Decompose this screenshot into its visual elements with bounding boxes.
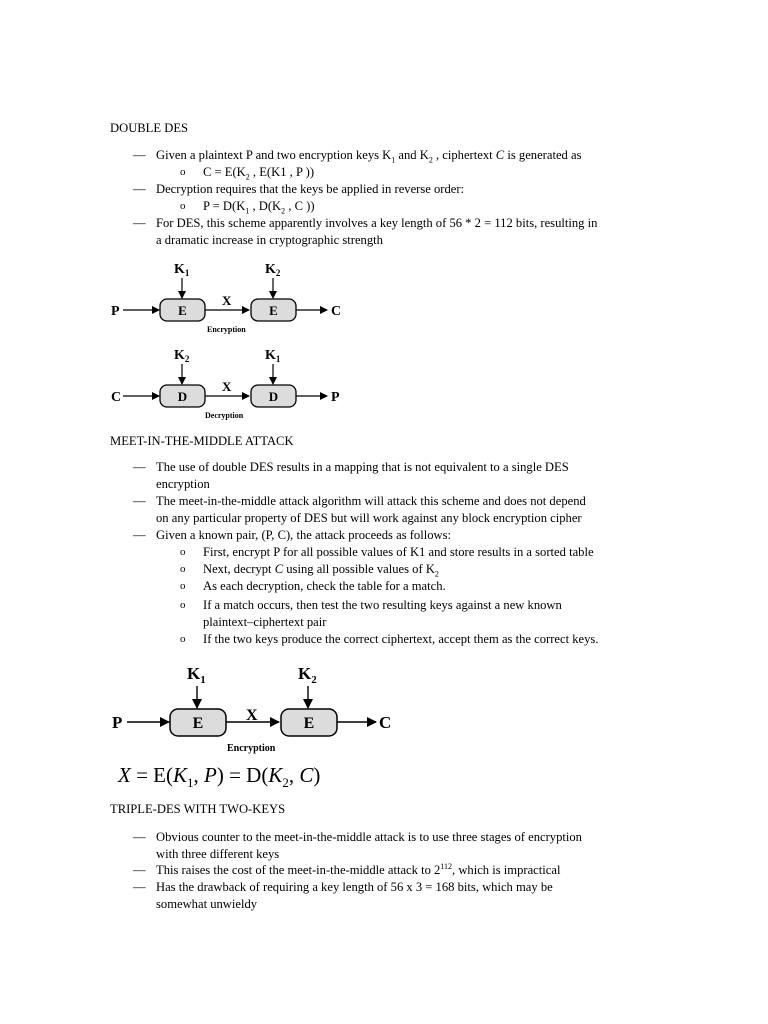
bullet-dash: —	[133, 863, 146, 877]
mitm-step-4-line-2: plaintext–ciphertext pair	[203, 615, 327, 629]
bullet-circle: o	[180, 166, 186, 178]
mitm-bullet-3: Given a known pair, (P, C), the attack proceeds as follows:	[156, 528, 452, 542]
mitm-step-1: First, encrypt P for all possible values of K1 and store results in a sorted table	[203, 545, 594, 559]
mitm-step-4-line-1: If a match occurs, then test the two resulting keys against a new known	[203, 598, 562, 612]
bullet-circle: o	[180, 599, 186, 611]
output-label: C	[379, 713, 392, 732]
key1-label: $K_1$	[187, 664, 206, 686]
mitm-bullet-1-line-1: The use of double DES results in a mapping that is not equivalent to a single DES	[156, 460, 569, 474]
diagram-caption: Decryption	[205, 411, 244, 420]
key1-label: $K_2$	[174, 348, 190, 364]
triple-des-bullet-3-line-2: somewhat unwieldy	[156, 897, 258, 911]
mitm-step-5: If the two keys produce the correct ciphertext, accept them as the correct keys.	[203, 632, 599, 646]
mitm-step-3: As each decryption, check the table for a match.	[203, 579, 446, 593]
decrypt-box-2-label: D	[268, 389, 279, 404]
bullet-circle: o	[180, 546, 186, 558]
bullet-dash: —	[133, 880, 146, 894]
encrypt-box-2-label: E	[303, 715, 315, 732]
bullet-dash: —	[133, 528, 146, 542]
key1-label: $K_1$	[174, 262, 190, 278]
section-title-triple-des: TRIPLE-DES WITH TWO-KEYS	[110, 802, 286, 816]
input-label: C	[111, 390, 122, 405]
input-label: P	[112, 713, 123, 732]
diagram-caption: Encryption	[207, 325, 246, 334]
key2-label: $K_1$	[265, 348, 281, 364]
double-des-bullet-2: Decryption requires that the keys be applied in reverse order:	[156, 182, 465, 196]
input-label: P	[111, 304, 120, 319]
triple-des-bullet-2: This raises the cost of the meet-in-the-middle attack to $2^{112}$, which is impractical	[156, 861, 561, 877]
triple-des-bullet-1-line-2: with three different keys	[156, 847, 280, 861]
double-des-encryption-diagram	[108, 256, 358, 338]
diagram-caption: Encryption	[227, 743, 276, 754]
section-title-mitm: MEET-IN-THE-MIDDLE ATTACK	[110, 434, 294, 448]
output-label: P	[331, 390, 340, 405]
bullet-circle: o	[180, 200, 186, 212]
double-des-bullet-1: Given a plaintext P and two encryption keys $K_1$ and $K_2$ , ciphertext C is generated as	[156, 148, 582, 165]
bullet-dash: —	[133, 216, 146, 230]
bullet-circle: o	[180, 563, 186, 575]
bullet-dash: —	[133, 830, 146, 844]
triple-des-bullet-1-line-1: Obvious counter to the meet-in-the-middle attack is to use three stages of encryption	[156, 830, 582, 844]
triple-des-bullet-3-line-1: Has the drawback of requiring a key length of 56 x 3 = 168 bits, which may be	[156, 880, 553, 894]
mitm-step-2: Next, decrypt C using all possible values of $K_2$	[203, 562, 439, 579]
section-title-double-des: DOUBLE DES	[110, 121, 189, 135]
encrypt-box-1-label: E	[178, 303, 187, 318]
bullet-dash: —	[133, 148, 146, 162]
output-label: C	[331, 304, 342, 319]
double-des-bullet-3-line-2: a dramatic increase in cryptographic strength	[156, 233, 383, 247]
mid-label: X	[246, 707, 258, 724]
double-des-decryption-diagram	[108, 342, 358, 424]
bullet-dash: —	[133, 182, 146, 196]
encrypt-box-1-label: E	[192, 715, 204, 732]
bullet-dash: —	[133, 494, 146, 508]
encrypt-box-2-label: E	[269, 303, 278, 318]
key2-label: $K_2$	[298, 664, 317, 686]
mid-label: X	[222, 379, 232, 394]
double-des-bullet-3-line-1: For DES, this scheme apparently involves a key length of 56 * 2 = 112 bits, resulting in	[156, 216, 598, 230]
decrypt-box-1-label: D	[177, 389, 188, 404]
mitm-bullet-2-line-1: The meet-in-the-middle attack algorithm will attack this scheme and does not depend	[156, 494, 586, 508]
mitm-encryption-diagram	[108, 658, 408, 758]
meet-in-middle-formula: $X = E(K_1$, $P) = D(K_2$, C)	[118, 763, 321, 791]
bullet-circle: o	[180, 633, 186, 645]
double-des-sub-2: $P = D(K_1$ , $D(K_2$ , C ))	[203, 199, 315, 216]
mitm-bullet-1-line-2: encryption	[156, 477, 210, 491]
bullet-circle: o	[180, 580, 186, 592]
mitm-bullet-2-line-2: on any particular property of DES but will work against any block encryption cipher	[156, 511, 582, 525]
mid-label: X	[222, 293, 232, 308]
double-des-sub-1: $C = E(K_2$ , E(K1 , P ))	[203, 165, 315, 182]
bullet-dash: —	[133, 460, 146, 474]
key2-label: $K_2$	[265, 262, 281, 278]
